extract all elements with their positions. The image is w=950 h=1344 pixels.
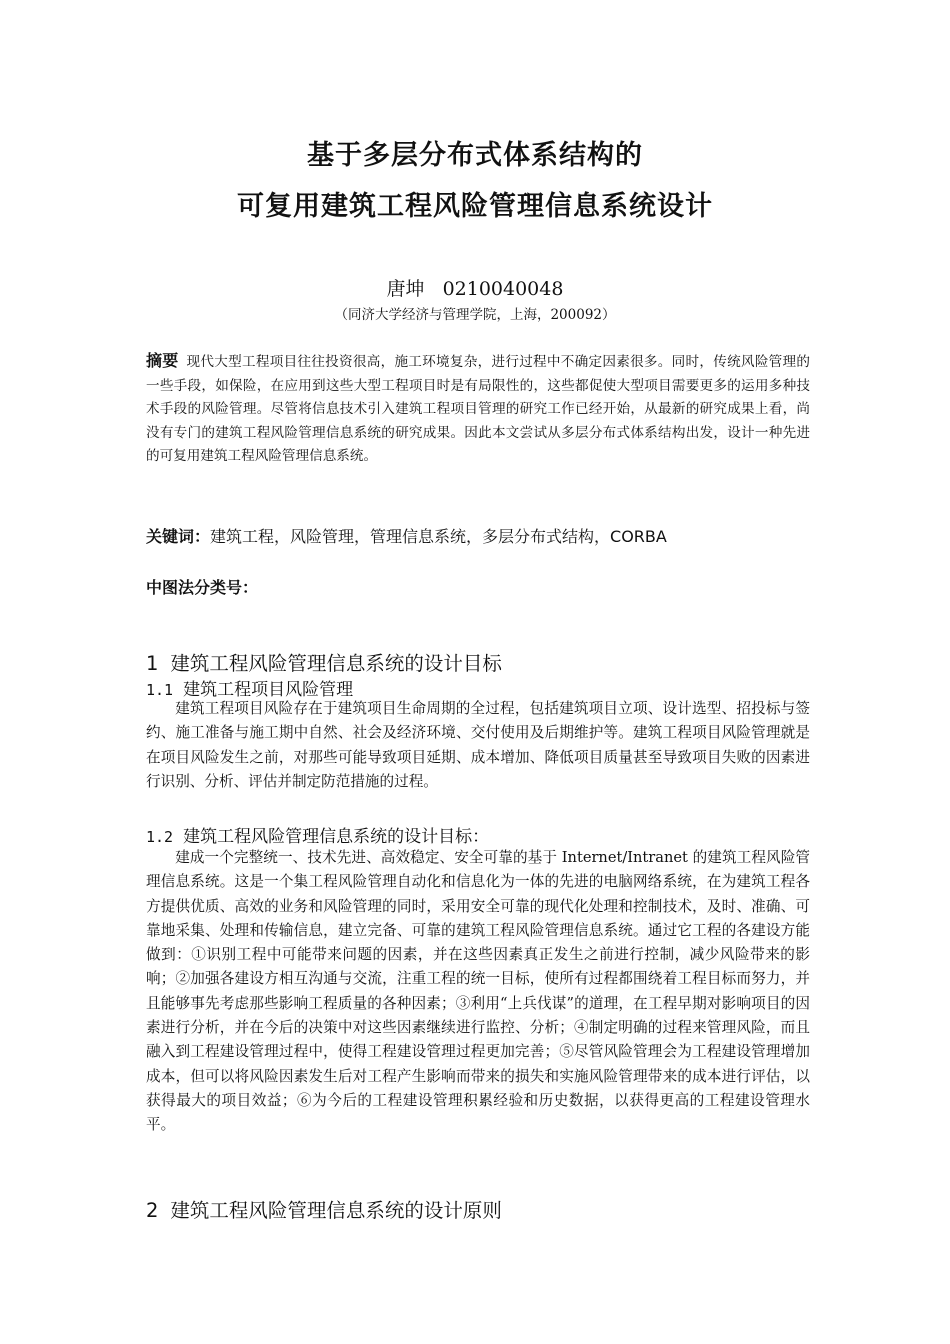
author-name: 唐坤: [386, 278, 425, 300]
section-1-title: 建筑工程风险管理信息系统的设计目标: [170, 652, 502, 675]
section-1-2-title: 建筑工程风险管理信息系统的设计目标：: [183, 827, 490, 847]
keywords-label: 关键词：: [146, 527, 211, 546]
author-id: 0210040048: [442, 278, 564, 300]
section-1-number: 1: [146, 652, 159, 675]
affiliation: （同济大学经济与管理学院，上海，200092）: [334, 307, 616, 323]
section-1-2-heading: [146, 822, 489, 847]
section-2-number: 2: [146, 1199, 159, 1222]
section-1-1-number: 1.1: [146, 681, 174, 699]
section-1-2-body: 建成一个完整统一、技术先进、高效稳定、安全可靠的基于 Internet/Intranet 的建筑工程风险管理信息系统。这是一个集工程风险管理自动化和信息化为一体的先进的电脑网络系统，在为建筑工程各方提供优质、高效的业务和风险管理的同时，采用安全可靠的现代化处理和控制技术，及时、准确、可靠地采集、处理和传输信息，建立完备、可靠的建筑工程风险管理信息系统。通过它工程的各建设方能做到：①识别工程中可能带来问题的因素，并在这些因素真正发生之前进行控制，减少风险带来的影响；②加强各建设方相互沟通与交流，注重工程的统一目标，使所有过程都围绕着工程目标而努力，并且能够事先考虑那些影响工程质量的各种因素；③利用“上兵伐谋”的道理，在工程早期对影响项目的因素进行分析，并在今后的决策中对这些因素继续进行监控、分析；④制定明确的过程来管理风险，而且融入到工程建设管理过程中，使得工程建设管理过程更加完善；⑤尽管风险管理会为工程建设管理增加成本，但可以将风险因素发生后对工程产生影响而带来的损失和实施风险管理带来的成本进行评估，以获得最大的项目效益；⑥为今后的工程建设管理积累经验和历史数据，以获得更高的工程建设管理水平。: [146, 849, 810, 1134]
section-1-1-body: 建筑工程项目风险存在于建筑项目生命周期的全过程，包括建筑项目立项、设计选型、招投标与签约、施工准备与施工期中自然、社会及经济环境、交付使用及后期维护等。建筑工程项目风险管理就是在项目风险发生之前，对那些可能导致项目延期、成本增加、降低项目质量甚至导致项目失败的因素进行识别、分析、评估并制定防范措施的过程。: [146, 700, 810, 790]
paper-title-line1: 基于多层分布式体系结构的: [307, 140, 643, 171]
section-1-2-number: 1.2: [146, 828, 174, 846]
paper-title-line2: 可复用建筑工程风险管理信息系统设计: [237, 191, 713, 222]
section-1-1-title: 建筑工程项目风险管理: [183, 680, 354, 700]
abstract-label: 摘要: [146, 351, 179, 370]
section-2-heading: [146, 1195, 502, 1223]
abstract: [146, 349, 810, 469]
keywords-value: 建筑工程，风险管理，管理信息系统，多层分布式结构，CORBA: [210, 527, 667, 546]
abstract-text: 现代大型工程项目往往投资很高，施工环境复杂，进行过程中不确定因素很多。同时，传统风险管理的一些手段，如保险，在应用到这些大型工程项目时是有局限性的，这些都促使大型项目需要更多的运用多种技术手段的风险管理。尽管将信息技术引入建筑工程项目管理的研究工作已经开始，从最新的研究成果上看，尚没有专门的建筑工程风险管理信息系统的研究成果。因此本文尝试从多层分布式体系结构出发，设计一种先进的可复用建筑工程风险管理信息系统。: [146, 354, 810, 465]
author-line: [0, 274, 950, 301]
section-2-title: 建筑工程风险管理信息系统的设计原则: [170, 1199, 502, 1222]
section-1-heading: [146, 648, 502, 676]
clc-number: 中图法分类号：: [146, 578, 259, 597]
keywords: [146, 524, 667, 547]
